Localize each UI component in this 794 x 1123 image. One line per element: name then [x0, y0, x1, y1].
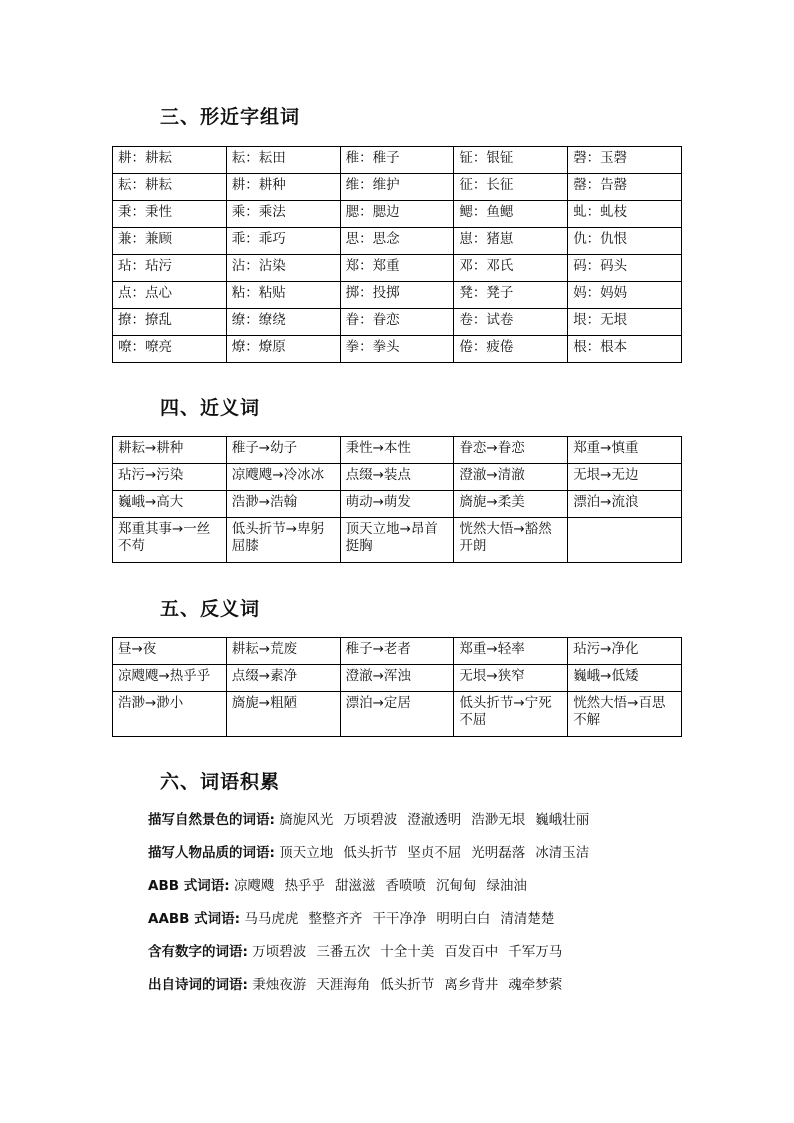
table-cell: 秉性→本性 [340, 437, 454, 464]
antonyms-table [112, 637, 682, 737]
table-cell [568, 518, 682, 563]
table-cell: 崽：猪崽 [454, 228, 568, 255]
table-cell: 眷：眷恋 [340, 309, 454, 336]
vocabulary-word: 浩渺无垠 [471, 812, 526, 828]
vocabulary-word: 天涯海角 [316, 977, 371, 993]
vocabulary-word: 清清楚楚 [500, 911, 555, 927]
table-cell: 凳：凳子 [454, 282, 568, 309]
vocabulary-word: 干干净净 [372, 911, 427, 927]
vocabulary-row [148, 942, 708, 975]
vocabulary-word: 秉烛夜游 [252, 977, 307, 993]
table-cell: 缭：缭绕 [226, 309, 340, 336]
vocabulary-word: 冰清玉洁 [535, 845, 590, 861]
vocabulary-row [148, 810, 708, 843]
vocabulary-label: AABB 式词语: [148, 911, 241, 927]
table-cell: 拳：拳头 [340, 336, 454, 363]
table-cell: 郑：郑重 [340, 255, 454, 282]
table-cell: 耕：耕种 [226, 174, 340, 201]
vocabulary-word: 热乎乎 [284, 878, 325, 894]
table-cell: 卷：试卷 [454, 309, 568, 336]
vocabulary-word: 十全十美 [380, 944, 435, 960]
table-cell: 耘：耕耘 [113, 174, 227, 201]
table-cell: 点缀→素净 [226, 665, 340, 692]
table-cell: 玷污→污染 [113, 464, 227, 491]
table-row [113, 336, 682, 363]
vocabulary-word: 旖旎风光 [279, 812, 334, 828]
table-row [113, 638, 682, 665]
table-cell: 耕：耕耘 [113, 147, 227, 174]
table-cell: 码：码头 [568, 255, 682, 282]
vocabulary-word: 马马虎虎 [244, 911, 299, 927]
vocabulary-word: 明明白白 [436, 911, 491, 927]
table-cell: 昼→夜 [113, 638, 227, 665]
table-cell: 旖旎→粗陋 [226, 692, 340, 737]
table-cell: 玷：玷污 [113, 255, 227, 282]
vocabulary-label: 含有数字的词语: [148, 944, 248, 960]
table-cell: 秉：秉性 [113, 201, 227, 228]
table-cell: 腮：腮边 [340, 201, 454, 228]
vocabulary-word: 光明磊落 [471, 845, 526, 861]
table-cell: 凉飕飕→冷冰冰 [226, 464, 340, 491]
table-cell: 旖旎→柔美 [454, 491, 568, 518]
vocabulary-word: 整整齐齐 [308, 911, 363, 927]
table-cell: 根：根本 [568, 336, 682, 363]
table-cell: 钲：银钲 [454, 147, 568, 174]
vocabulary-word: 低头折节 [343, 845, 398, 861]
table-cell: 乖：乖巧 [226, 228, 340, 255]
table-row [113, 665, 682, 692]
vocabulary-word: 澄澈透明 [407, 812, 462, 828]
vocabulary-word: 凉飕飕 [233, 878, 275, 894]
table-cell: 点缀→装点 [340, 464, 454, 491]
table-cell: 巍峨→低矮 [568, 665, 682, 692]
table-row [113, 255, 682, 282]
table-cell: 妈：妈妈 [568, 282, 682, 309]
table-cell: 低头折节→宁死不屈 [454, 692, 568, 737]
table-row [113, 518, 682, 563]
table-cell: 耕耘→荒废 [226, 638, 340, 665]
table-cell: 低头折节→卑躬屈膝 [226, 518, 340, 563]
vocabulary-word: 沉甸甸 [435, 878, 477, 894]
vocabulary-row [148, 843, 708, 876]
vocabulary-list [148, 810, 708, 1008]
table-row [113, 464, 682, 491]
table-cell: 兼：兼顾 [113, 228, 227, 255]
table-cell: 澄澈→浑浊 [340, 665, 454, 692]
vocabulary-word: 绿油油 [486, 878, 527, 894]
vocabulary-row [148, 975, 708, 1008]
vocabulary-row [148, 909, 708, 942]
vocabulary-word: 离乡背井 [444, 977, 499, 993]
vocabulary-word: 千军万马 [508, 944, 563, 960]
table-row [113, 491, 682, 518]
table-row [113, 147, 682, 174]
table-row [113, 174, 682, 201]
table-cell: 凉飕飕→热乎乎 [113, 665, 227, 692]
table-cell: 倦：疲倦 [454, 336, 568, 363]
section-5-title: 五、反义词 [160, 598, 261, 620]
table-cell: 沾：沾染 [226, 255, 340, 282]
table-cell: 稚：稚子 [340, 147, 454, 174]
table-row [113, 228, 682, 255]
vocabulary-word: 低头折节 [380, 977, 435, 993]
table-cell: 漂泊→定居 [340, 692, 454, 737]
table-cell: 嘹：嘹亮 [113, 336, 227, 363]
vocabulary-word: 万顷碧波 [252, 944, 307, 960]
table-row [113, 201, 682, 228]
table-row [113, 692, 682, 737]
table-cell: 仇：仇恨 [568, 228, 682, 255]
table-cell: 耘：耘田 [226, 147, 340, 174]
table-cell: 撩：撩乱 [113, 309, 227, 336]
table-cell: 征：长征 [454, 174, 568, 201]
table-row [113, 282, 682, 309]
table-cell: 耕耘→耕种 [113, 437, 227, 464]
table-cell: 乘：乘法 [226, 201, 340, 228]
vocabulary-word: 顶天立地 [279, 845, 334, 861]
table-cell: 稚子→老者 [340, 638, 454, 665]
vocabulary-label: ABB 式词语: [148, 878, 230, 894]
vocabulary-word: 坚贞不屈 [407, 845, 462, 861]
vocabulary-word: 香喷喷 [385, 878, 426, 894]
table-cell: 罄：告罄 [568, 174, 682, 201]
table-cell: 恍然大悟→豁然开朗 [454, 518, 568, 563]
table-cell: 郑重其事→一丝不苟 [113, 518, 227, 563]
vocabulary-word: 三番五次 [316, 944, 371, 960]
table-cell: 郑重→慎重 [568, 437, 682, 464]
vocabulary-label: 描写自然景色的词语: [148, 812, 275, 828]
similar-chars-table [112, 146, 682, 363]
section-4-title: 四、近义词 [160, 397, 261, 419]
table-cell: 点：点心 [113, 282, 227, 309]
table-cell: 无垠→无边 [568, 464, 682, 491]
synonyms-table [112, 436, 682, 563]
table-cell: 鳃：鱼鳃 [454, 201, 568, 228]
section-6-title: 六、词语积累 [160, 771, 281, 793]
table-cell: 掷：投掷 [340, 282, 454, 309]
table-cell: 粘：粘贴 [226, 282, 340, 309]
table-cell: 维：维护 [340, 174, 454, 201]
table-cell: 磬：玉磬 [568, 147, 682, 174]
table-cell: 垠：无垠 [568, 309, 682, 336]
table-cell: 浩渺→浩翰 [226, 491, 340, 518]
section-3-title: 三、形近字组词 [160, 106, 301, 128]
table-cell: 稚子→幼子 [226, 437, 340, 464]
vocabulary-label: 描写人物品质的词语: [148, 845, 275, 861]
vocabulary-word: 万顷碧波 [343, 812, 398, 828]
vocabulary-row [148, 876, 708, 909]
table-cell: 思：思念 [340, 228, 454, 255]
vocabulary-word: 巍峨壮丽 [535, 812, 590, 828]
table-cell: 郑重→轻率 [454, 638, 568, 665]
table-cell: 萌动→萌发 [340, 491, 454, 518]
table-row [113, 309, 682, 336]
table-cell: 无垠→狭窄 [454, 665, 568, 692]
table-cell: 邓：邓氏 [454, 255, 568, 282]
table-cell: 恍然大悟→百思不解 [568, 692, 682, 737]
vocabulary-word: 甜滋滋 [334, 878, 376, 894]
table-cell: 虬：虬枝 [568, 201, 682, 228]
table-cell: 玷污→净化 [568, 638, 682, 665]
table-cell: 漂泊→流浪 [568, 491, 682, 518]
vocabulary-word: 魂牵梦萦 [508, 977, 563, 993]
table-row [113, 437, 682, 464]
table-cell: 浩渺→渺小 [113, 692, 227, 737]
table-cell: 燎：燎原 [226, 336, 340, 363]
table-cell: 眷恋→眷恋 [454, 437, 568, 464]
vocabulary-word: 百发百中 [444, 944, 499, 960]
table-cell: 澄澈→清澈 [454, 464, 568, 491]
table-cell: 巍峨→高大 [113, 491, 227, 518]
table-cell: 顶天立地→昂首挺胸 [340, 518, 454, 563]
vocabulary-label: 出自诗词的词语: [148, 977, 248, 993]
